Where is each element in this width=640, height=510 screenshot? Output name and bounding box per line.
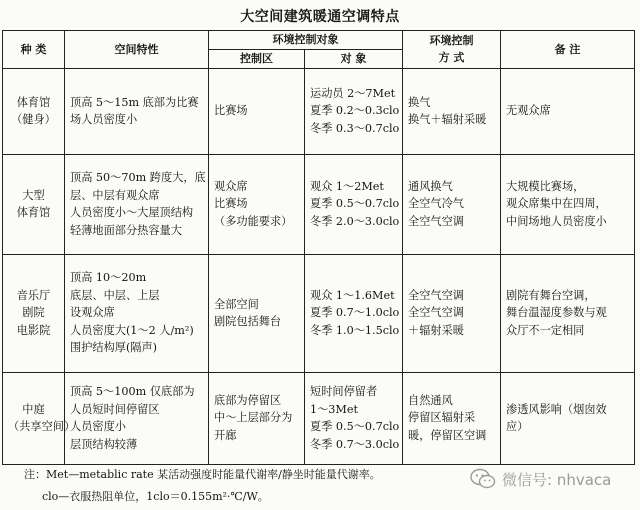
row-category-line: 体育馆 bbox=[16, 95, 51, 109]
row-method bbox=[403, 68, 501, 154]
watermark-text: 微信号: nhvaca bbox=[502, 470, 612, 489]
header-env-target: 环境控制对象 bbox=[209, 31, 403, 50]
row-area bbox=[209, 154, 305, 254]
row-area-line: 开廊 bbox=[214, 428, 237, 442]
row-method bbox=[403, 372, 501, 464]
row-category bbox=[3, 68, 65, 154]
table-row bbox=[3, 254, 635, 372]
row-remarks-line: 剧院有舞台空调， bbox=[506, 288, 596, 302]
header-env-method bbox=[403, 31, 501, 69]
row-method-line: 全空气空调 bbox=[408, 288, 464, 302]
header-control-area: 控制区 bbox=[209, 50, 305, 69]
header-env-method-l2: 方 式 bbox=[438, 51, 465, 65]
table-title: 大空间建筑暖通空调特点 bbox=[240, 9, 400, 25]
row-method-line: ＋辐射采暖 bbox=[408, 323, 464, 337]
row-object bbox=[305, 154, 403, 254]
row-spatial-line: 人员密度大(1～2 人/m²) bbox=[70, 323, 194, 337]
row-object-line: 1～3Met bbox=[310, 402, 358, 416]
row-object bbox=[305, 372, 403, 464]
row-spatial bbox=[65, 68, 209, 154]
row-area bbox=[209, 68, 305, 154]
row-spatial-line: 层、中层有观众席 bbox=[70, 188, 160, 202]
row-remarks-line: 中间场地人员密度小 bbox=[506, 214, 607, 228]
row-area bbox=[209, 254, 305, 372]
row-remarks-line: 观众席集中在四周， bbox=[506, 197, 607, 211]
table-row bbox=[3, 154, 635, 254]
footnote-clo: clo—衣服热阻单位，1clo＝0.155m²·℃/W。 bbox=[42, 490, 269, 503]
row-spatial-line: 层顶结构较薄 bbox=[70, 437, 138, 451]
header-object: 对 象 bbox=[305, 50, 403, 69]
row-spatial-line: 人员短时间停留区 bbox=[70, 402, 160, 416]
row-method-line: 换气＋辐射采暖 bbox=[408, 113, 487, 126]
row-method-line: 换气 bbox=[408, 95, 431, 109]
row-object-line: 短时间停留者 bbox=[310, 385, 378, 398]
row-category-line: （共享空间） bbox=[8, 420, 76, 433]
row-object-line: 夏季 0.5～0.7clo bbox=[310, 197, 400, 211]
row-category-line: 剧院 bbox=[22, 306, 45, 320]
row-object-line: 观众 1～1.6Met bbox=[310, 288, 395, 302]
row-method bbox=[403, 254, 501, 372]
row-spatial-line: 顶高 50～70m 跨度大，底 bbox=[70, 171, 206, 184]
row-area-line: 底部为停留区 bbox=[214, 393, 282, 407]
row-spatial bbox=[65, 372, 209, 464]
row-method bbox=[403, 154, 501, 254]
row-spatial-line: 底层、中层、上层 bbox=[70, 288, 160, 302]
row-remarks-line: 众厅不一定相同 bbox=[506, 323, 585, 337]
row-area-line: 比赛场 bbox=[214, 197, 248, 211]
row-method-line: 暖，停留区空调 bbox=[408, 428, 487, 442]
row-spatial-line: 顶高 5～15m 底部为比赛 bbox=[70, 95, 199, 109]
row-category-line: 体育馆 bbox=[16, 206, 51, 219]
row-area bbox=[209, 372, 305, 464]
row-area-line: 中～上层部分为 bbox=[214, 411, 293, 425]
table-row bbox=[3, 372, 635, 464]
row-object bbox=[305, 68, 403, 154]
row-spatial bbox=[65, 154, 209, 254]
row-category-line: （健身） bbox=[11, 113, 56, 126]
row-category bbox=[3, 154, 65, 254]
row-remarks-line: 渗透风影响（烟囱效 bbox=[506, 402, 607, 416]
row-spatial-line: 场人员密度小 bbox=[70, 113, 138, 126]
row-remarks-line: 大规模比赛场， bbox=[506, 179, 585, 193]
row-spatial-line: 人员密度小～大屋顶结构 bbox=[70, 206, 194, 219]
row-method-line: 停留区辐射采 bbox=[408, 411, 476, 425]
row-area-line: 全部空间 bbox=[214, 297, 259, 311]
row-object-line: 观众 1～2Met bbox=[310, 179, 384, 193]
header-remarks: 备 注 bbox=[501, 31, 635, 69]
table-row bbox=[3, 68, 635, 154]
row-remarks bbox=[501, 372, 635, 464]
row-spatial-line: 顶高 5～100m 仅底部为 bbox=[70, 385, 195, 398]
watermark bbox=[470, 468, 611, 490]
row-spatial-line: 轻薄地面部分热容量大 bbox=[70, 223, 182, 237]
row-object-line: 冬季 2.0～3.0clo bbox=[310, 214, 400, 228]
row-spatial-line: 设观众席 bbox=[70, 306, 115, 320]
row-remarks-line: 应） bbox=[506, 420, 529, 433]
header-row bbox=[3, 31, 635, 50]
row-object-line: 运动员 2～7Met bbox=[310, 86, 396, 100]
row-spatial-line: 顶高 10～20m bbox=[70, 271, 147, 285]
row-spatial-line: 人员密度小 bbox=[70, 420, 126, 433]
row-spatial-line: 围护结构厚(隔声) bbox=[70, 341, 158, 355]
row-category-line: 中庭 bbox=[22, 402, 45, 416]
row-method-line: 全空气空调 bbox=[408, 214, 464, 228]
row-category bbox=[3, 254, 65, 372]
row-area-line: （多功能要求） bbox=[214, 214, 293, 228]
row-category-line: 大型 bbox=[22, 188, 45, 202]
row-remarks bbox=[501, 254, 635, 372]
row-method-line: 通风换气 bbox=[408, 179, 453, 193]
header-category: 种 类 bbox=[3, 31, 65, 69]
row-category-line: 音乐厅 bbox=[16, 288, 51, 302]
row-object-line: 夏季 0.7～1.0clo bbox=[310, 306, 400, 320]
footnote-met: 注：Met—metablic rate 某活动强度时能量代谢率/静坐时能量代谢率。 bbox=[24, 468, 381, 481]
row-object-line: 冬季 0.3～0.7clo bbox=[310, 121, 400, 135]
row-object-line: 冬季 1.0～1.5clo bbox=[310, 323, 400, 337]
row-method-line: 自然通风 bbox=[408, 393, 453, 407]
header-env-method-l1: 环境控制 bbox=[429, 33, 474, 47]
row-remarks bbox=[501, 68, 635, 154]
features-table bbox=[2, 30, 635, 465]
wechat-icon bbox=[470, 468, 496, 490]
row-remarks-line: 无观众席 bbox=[506, 104, 551, 118]
row-object-line: 夏季 0.2～0.3clo bbox=[310, 104, 400, 118]
row-remarks bbox=[501, 154, 635, 254]
row-object bbox=[305, 254, 403, 372]
row-category-line: 电影院 bbox=[16, 323, 51, 337]
row-area-line: 剧院包括舞台 bbox=[214, 315, 282, 328]
row-remarks-line: 舞台温湿度参数与观 bbox=[506, 306, 607, 320]
row-category bbox=[3, 372, 76, 464]
row-object-line: 夏季 0.5～0.7clo bbox=[310, 420, 400, 433]
row-area-line: 观众席 bbox=[214, 179, 248, 193]
row-method-line: 全空气冷气 bbox=[408, 197, 464, 211]
row-object-line: 冬季 0.7～3.0clo bbox=[310, 437, 400, 451]
row-spatial bbox=[65, 254, 209, 372]
row-area-line: 比赛场 bbox=[214, 104, 248, 118]
header-spatial: 空间特性 bbox=[65, 31, 209, 69]
row-method-line: 全空气空调 bbox=[408, 306, 464, 320]
